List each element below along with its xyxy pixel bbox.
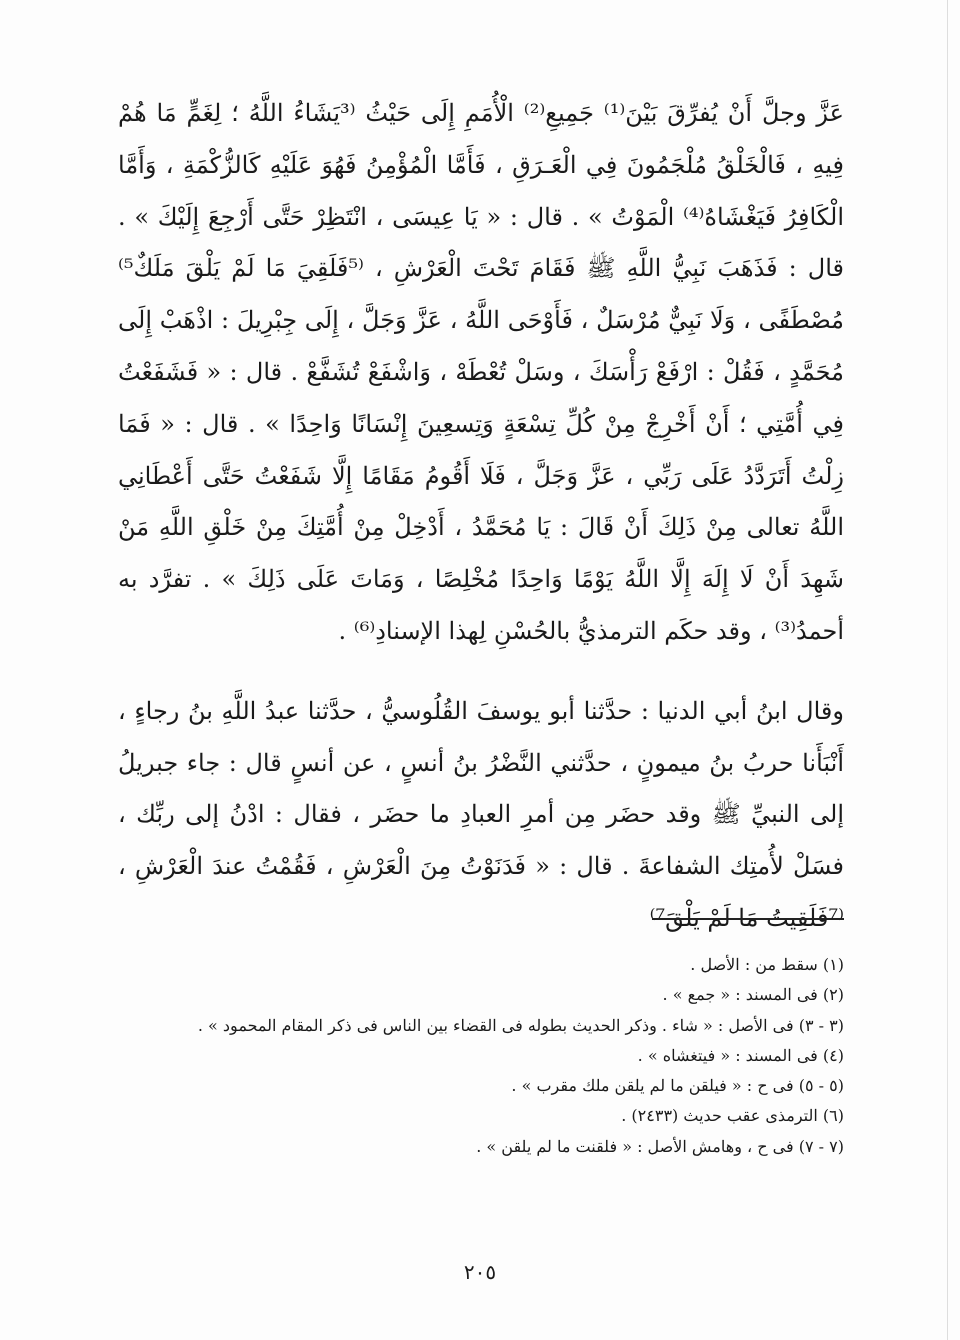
main-text: [118, 88, 844, 945]
scan-edge-line: [947, 0, 948, 1340]
footnote-separator: [652, 918, 844, 920]
footnote-5: (٥ - ٥) فى ح : « فيلقن ما لم يلقن ملك مقرب » .: [511, 1076, 844, 1096]
footnote-4: (٤) فى المسند : « فيتغشاه » .: [637, 1045, 844, 1065]
footnote-7: (٧ - ٧) فى ح ، وهامش الأصل : « فلقنت ما لم يلقن » .: [476, 1136, 844, 1156]
footnote-1: (١) سقط من : الأصل .: [690, 955, 844, 974]
footnote-3: (٣ - ٣) فى الأصل : « شاء . وذكر الحديث بطوله فى القضاء بين الناس فى ذكر المقام المحمود » .: [197, 1015, 844, 1035]
footnotes: [118, 950, 844, 1162]
paragraph-2: وقال ابنُ أبي الدنيا : حدَّثنا أبو يوسفَ القُلُوسيُّ ، حدَّثنا عبدُ اللَّهِ بنُ رجاءٍ ، أَنْبَأَنا حربُ بنُ ميمونٍ ، حدَّثني النَّضْرُ بنُ أنسٍ ، عن أنسٍ قال : جاء جبريلُ إلى النبيِّ ﷺ وقد حضَر مِن أمرِ العبادِ ما حضَر ، فقال : ادْنُ إلى ربِّك ، فسَلْ لأُمتِك الشفاعةَ . قال : « فَدَنَوْتُ مِنَ الْعَرْشِ ، فَقُمْتُ عندَ الْعَرْشِ ، ⁽⁷فَلَقِيتُ مَا لَمْ يَلْقَ⁷⁾: [118, 696, 845, 932]
footnote-6: (٦) الترمذى عقب حديث (٢٤٣٣) .: [621, 1106, 844, 1126]
paragraph-1: عَزَّ وجلَّ أَنْ يُفرِّقَ بَيْنَ⁽¹⁾ جَمِيعِ⁽²⁾ الْأُمَمِ إِلَى حَيْثُ ⁽³يَشَاءُ اللَّهُ ؛ لِغَمٍّ مَا هُمْ فِيهِ ، فَالْخَلْقُ مُلْجَمُونَ فِي الْعَـرَقِ ، فَأَمَّا الْمُؤْمِنُ فَهُوَ عَلَيْهِ كَالزُّكْمَةِ ، وَأَمَّا الْكَافِرُ فَيَغْشَاهُ⁽⁴⁾ الْمَوْتُ » . قال : « يَا عِيسَى ، انْتَظِرْ حَتَّى أَرْجِعَ إِلَيْكَ » . قال : فَذَهَبَ نَبِيُّ اللَّهِ ﷺ فَقَامَ تَحْتَ الْعَرْشِ ، ⁽⁵فَلَقِيَ مَا لَمْ يَلْقَ مَلَكٌ⁵⁾ مُصْطَفًى ، وَلَا نَبِيٌّ مُرْسَلٌ ، فَأَوْحَى اللَّهُ ، عَزَّ وَجَلَّ ، إِلَى جِبْرِيلَ : اذْهَبْ إِلَى مُحَمَّدٍ ، فَقُلْ : ارْفَعْ رَأْسَكَ ، وسَلْ تُعْطَهْ ، وَاشْفَعْ تُشَفَّعْ . قال : « فَشَفَعْتُ فِي أُمَّتِي ؛ أَنْ أَخْرِجْ مِنْ كُلِّ تِسْعَةٍ وَتِسعِينَ إِنْسَانًا وَاحِدًا » . قال : « فَمَا زِلْتُ أَتَرَدَّدُ عَلَى رَبِّي ، عَزَّ وَجَلَّ ، فَلَا أَقُومُ مَقَامًا إِلَّا شَفَعْتُ حَتَّى أَعْطَانِي اللَّهُ تعالى مِنْ ذَلِكَ أَنْ قَالَ : يَا مُحَمَّدُ ، أَدْخِلْ مِنْ أُمَّتِكَ مِنْ خَلْقِ اللَّهِ مَنْ شَهِدَ أَنْ لَا إِلَهَ إِلَّا اللَّهُ يَوْمًا وَاحِدًا مُخْلِصًا ، وَمَاتَ عَلَى ذَلِكَ » . تفرَّد به أحمدُ⁽³⁾ ، وقد حكَم الترمذيُّ بالحُسْنِ لِهذا الإسنادِ⁽⁶⁾ .: [118, 99, 844, 645]
page-number: ٢٠٥: [463, 1260, 497, 1284]
footnote-2: (٢) فى المسند : « جمع » .: [662, 985, 844, 1005]
